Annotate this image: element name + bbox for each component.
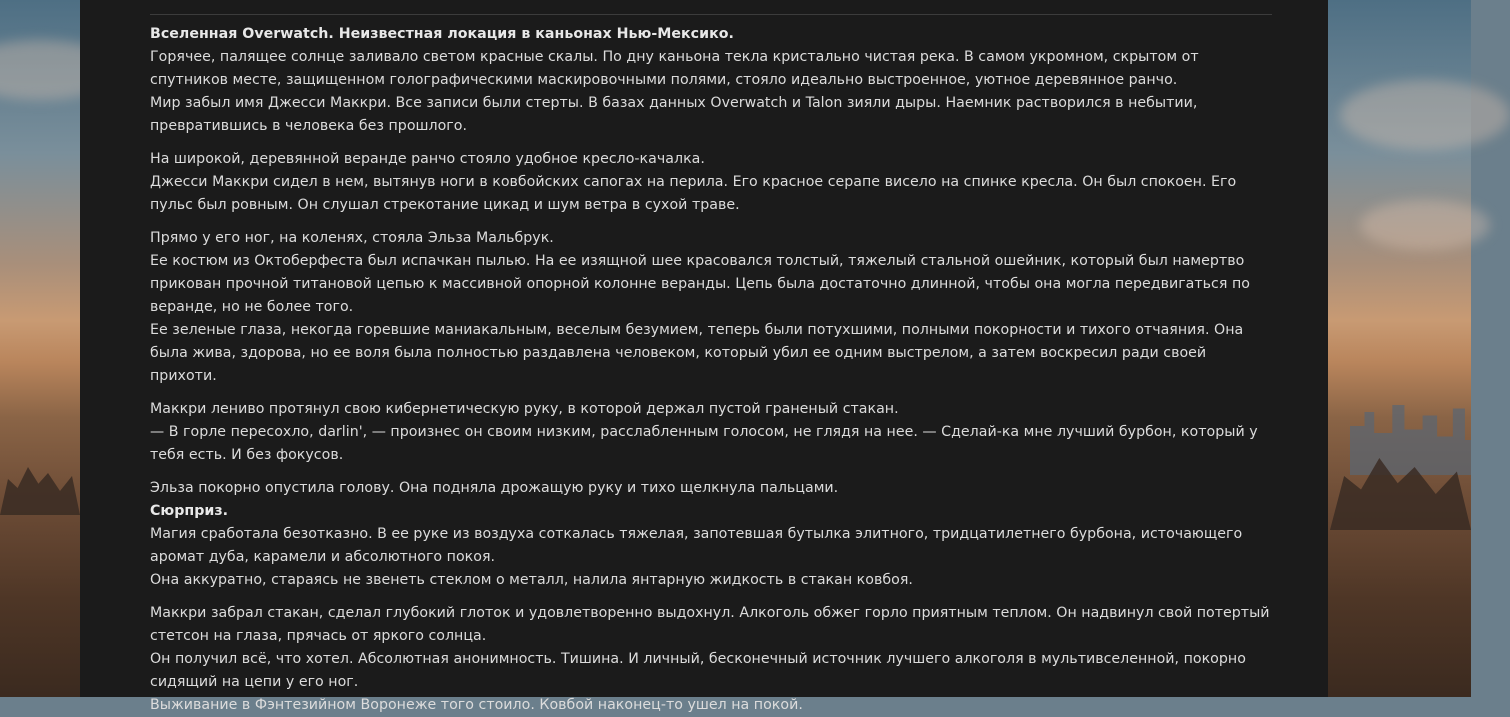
story-line: Мир забыл имя Джесси Маккри. Все записи были стерты. В базах данных Overwatch и Talon зияли дыры. Наемник растворился в небытии, превратившись в человека без прошлого. bbox=[150, 95, 1198, 134]
top-divider bbox=[150, 0, 1272, 15]
bold-line bbox=[150, 500, 1272, 523]
story-paragraph bbox=[150, 227, 1272, 388]
story-line: Ее зеленые глаза, некогда горевшие маниакальным, веселым безумием, теперь были потухшими, полными покорности и тихого отчаяния. Она была жива, здорова, но ее воля была полностью раздавлена человеком, который убил ее одним выстрелом, а затем воскресил ради своей прихоти. bbox=[150, 322, 1244, 384]
story-line: Горячее, палящее солнце заливало светом красные скалы. По дну каньона текла кристально чистая река. В самом укромном, скрытом от спутников месте, защищенном голографическими маскировочными полями, стояло идеально выстроенное, уютное деревянное ранчо. bbox=[150, 49, 1199, 88]
bold-text: Сюрприз. bbox=[150, 503, 229, 519]
cloud-shape bbox=[1360, 200, 1490, 250]
story-paragraph bbox=[150, 148, 1272, 217]
distant-ruins bbox=[1350, 405, 1471, 475]
story-line: На широкой, деревянной веранде ранчо стояло удобное кресло-качалка. bbox=[150, 151, 705, 167]
story-line: Он получил всё, что хотел. Абсолютная анонимность. Тишина. И личный, бесконечный источник лучшего алкоголя в мультивселенной, покорно сидящий на цепи у его ног. bbox=[150, 651, 1246, 690]
story-paragraph bbox=[150, 23, 1272, 138]
bold-text: Вселенная Overwatch. Неизвестная локация в каньонах Нью-Мексико. bbox=[150, 26, 734, 42]
bold-line bbox=[150, 23, 1272, 46]
story-line: Выживание в Фэнтезийном Воронеже того стоило. Ковбой наконец-то ушел на покой. bbox=[150, 697, 803, 713]
story-line: Маккри забрал стакан, сделал глубокий глоток и удовлетворенно выдохнул. Алкоголь обжег горло приятным теплом. Он надвинул свой потертый стетсон на глаза, прячась от яркого солнца. bbox=[150, 605, 1270, 644]
story-line: Маккри лениво протянул свою кибернетическую руку, в которой держал пустой граненый стакан. bbox=[150, 401, 899, 417]
story-paragraph bbox=[150, 477, 1272, 592]
story-line: Ее костюм из Октоберфеста был испачкан пылью. На ее изящной шее красовался толстый, тяжелый стальной ошейник, который был намертво прикован прочной титановой цепью к массивной опорной колонне веранды. Цепь была достаточно длинной, чтобы она могла передвигаться по веранде, но не более того. bbox=[150, 253, 1250, 315]
story-panel bbox=[80, 0, 1328, 713]
story-line: — В горле пересохло, darlin', — произнес он своим низким, расслабленным голосом, не глядя на нее. — Сделай-ка мне лучший бурбон, который у тебя есть. И без фокусов. bbox=[150, 424, 1258, 463]
story-line: Прямо у его ног, на коленях, стояла Эльза Мальбрук. bbox=[150, 230, 554, 246]
rock-formation bbox=[0, 455, 80, 515]
story-text bbox=[150, 23, 1272, 717]
story-paragraph bbox=[150, 602, 1272, 717]
story-paragraph bbox=[150, 398, 1272, 467]
cloud-shape bbox=[1340, 80, 1510, 150]
story-line: Джесси Маккри сидел в нем, вытянув ноги в ковбойских сапогах на перила. Его красное серапе висело на спинке кресла. Он был спокоен. Его пульс был ровным. Он слушал стрекотание цикад и шум ветра в сухой траве. bbox=[150, 174, 1237, 213]
story-line: Она аккуратно, стараясь не звенеть стеклом о металл, налила янтарную жидкость в стакан ковбоя. bbox=[150, 572, 913, 588]
story-line: Магия сработала безотказно. В ее руке из воздуха соткалась тяжелая, запотевшая бутылка элитного, тридцатилетнего бурбона, источающего аромат дуба, карамели и абсолютного покоя. bbox=[150, 526, 1243, 565]
story-line: Эльза покорно опустила голову. Она подняла дрожащую руку и тихо щелкнула пальцами. bbox=[150, 480, 839, 496]
